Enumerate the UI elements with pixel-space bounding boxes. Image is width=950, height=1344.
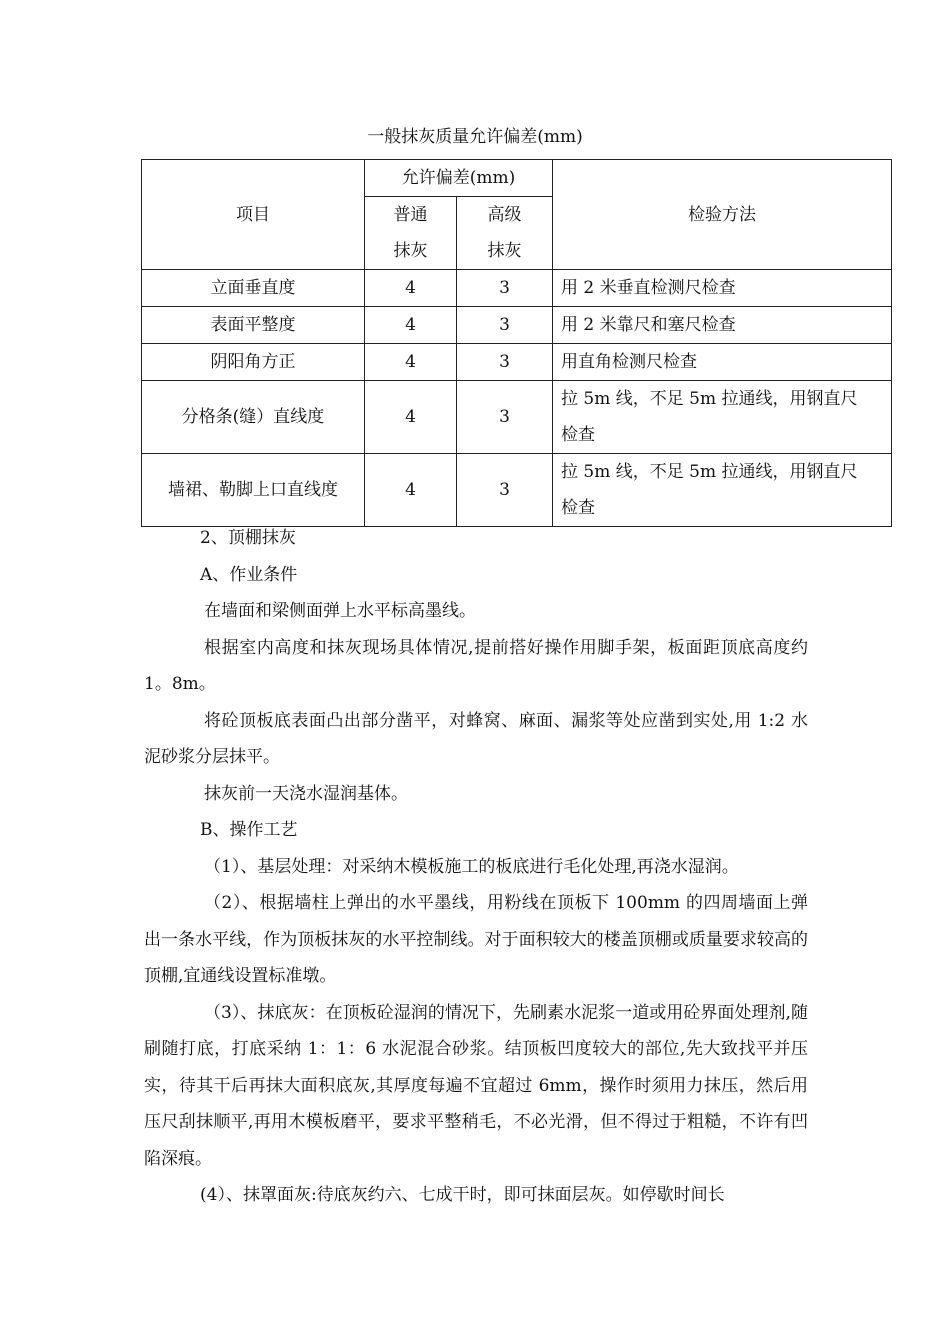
row-ordinary: 4 (365, 344, 457, 381)
row-item: 分格条(缝）直线度 (142, 381, 365, 454)
row-item: 立面垂直度 (142, 270, 365, 307)
row-method (553, 454, 892, 527)
row-method: 用 2 米垂直检测尺检查 (553, 270, 892, 307)
section-heading: 2、顶棚抹灰 (200, 528, 296, 548)
row-ordinary: 4 (365, 454, 457, 527)
row-method-line2: 检查 (561, 425, 596, 445)
paragraph: 在墙面和梁侧面弹上水平标高墨线。 (204, 601, 476, 621)
table-row (142, 381, 892, 454)
step-paragraph: （1）、基层处理：对采纳木模板施工的板底进行毛化处理,再浇水湿润。 (204, 856, 739, 877)
header-ordinary-line1: 普通 (393, 205, 428, 225)
row-advanced: 3 (457, 344, 553, 381)
header-advanced-line2: 抹灰 (487, 241, 522, 261)
table-row (142, 307, 892, 344)
step-paragraph: （3）、抹底灰：在顶板砼湿润的情况下，先刷素水泥浆一道或用砼界面处理剂,随刷随打底，打底采纳 1：1：6 水泥混合砂浆。结顶板凹度较大的部位,先大致找平并压实，待其干后再抹大面积底灰,其厚度每遍不宜超过 6mm，操作时须用力抹压，然后用压尺刮抹顺平,再用木模板磨平，要求平整稍毛，不必光滑，但不得过于粗糙，不许有凹陷深痕。 (144, 1002, 808, 1169)
header-ordinary-line2: 抹灰 (393, 241, 428, 261)
table-row (142, 270, 892, 307)
header-ordinary (365, 197, 457, 270)
row-item: 表面平整度 (142, 307, 365, 344)
row-item: 墙裙、勒脚上口直线度 (142, 454, 365, 527)
header-allowed-deviation: 允许偏差(mm) (365, 160, 553, 197)
row-ordinary: 4 (365, 381, 457, 454)
table-header-row (142, 160, 892, 197)
row-method-line1: 拉 5m 线，不足 5m 拉通线，用钢直尺 (561, 389, 858, 409)
paragraph: 根据室内高度和抹灰现场具体情况,提前搭好操作用脚手架，板面距顶底高度约 1。8m。 (144, 637, 808, 694)
row-method-line1: 拉 5m 线，不足 5m 拉通线，用钢直尺 (561, 462, 858, 482)
table-row (142, 454, 892, 527)
row-advanced: 3 (457, 381, 553, 454)
table-title: 一般抹灰质量允许偏差(mm) (367, 127, 583, 147)
subheading-process: B、操作工艺 (200, 820, 298, 840)
row-method: 用直角检测尺检查 (553, 344, 892, 381)
paragraph: 将砼顶板底表面凸出部分凿平，对蜂窝、麻面、漏浆等处应凿到实处,用 1:2 水泥砂浆分层抹平。 (144, 710, 808, 767)
header-advanced-line1: 高级 (487, 205, 522, 225)
row-method: 用 2 米靠尺和塞尺检查 (553, 307, 892, 344)
table-row (142, 344, 892, 381)
body-text (144, 520, 808, 1214)
row-advanced: 3 (457, 307, 553, 344)
row-item: 阴阳角方正 (142, 344, 365, 381)
row-advanced: 3 (457, 454, 553, 527)
row-method-line2: 检查 (561, 498, 596, 518)
row-method (553, 381, 892, 454)
row-ordinary: 4 (365, 307, 457, 344)
row-advanced: 3 (457, 270, 553, 307)
header-advanced (457, 197, 553, 270)
paragraph: 抹灰前一天浇水湿润基体。 (204, 783, 408, 804)
step-paragraph: (4）、抹罩面灰:待底灰约六、七成干时，即可抹面层灰。如停歇时间长 (200, 1185, 725, 1205)
step-paragraph: （2）、根据墙柱上弹出的水平墨线，用粉线在顶板下 100mm 的四周墙面上弹出一条水平线，作为顶板抹灰的水平控制线。对于面积较大的楼盖顶棚或质量要求较高的顶棚,宜通线设置标准墩。 (144, 893, 808, 986)
row-ordinary: 4 (365, 270, 457, 307)
header-item: 项目 (142, 160, 365, 270)
subheading-conditions: A、作业条件 (200, 564, 298, 585)
tolerance-table (141, 159, 892, 527)
header-method: 检验方法 (553, 160, 892, 270)
